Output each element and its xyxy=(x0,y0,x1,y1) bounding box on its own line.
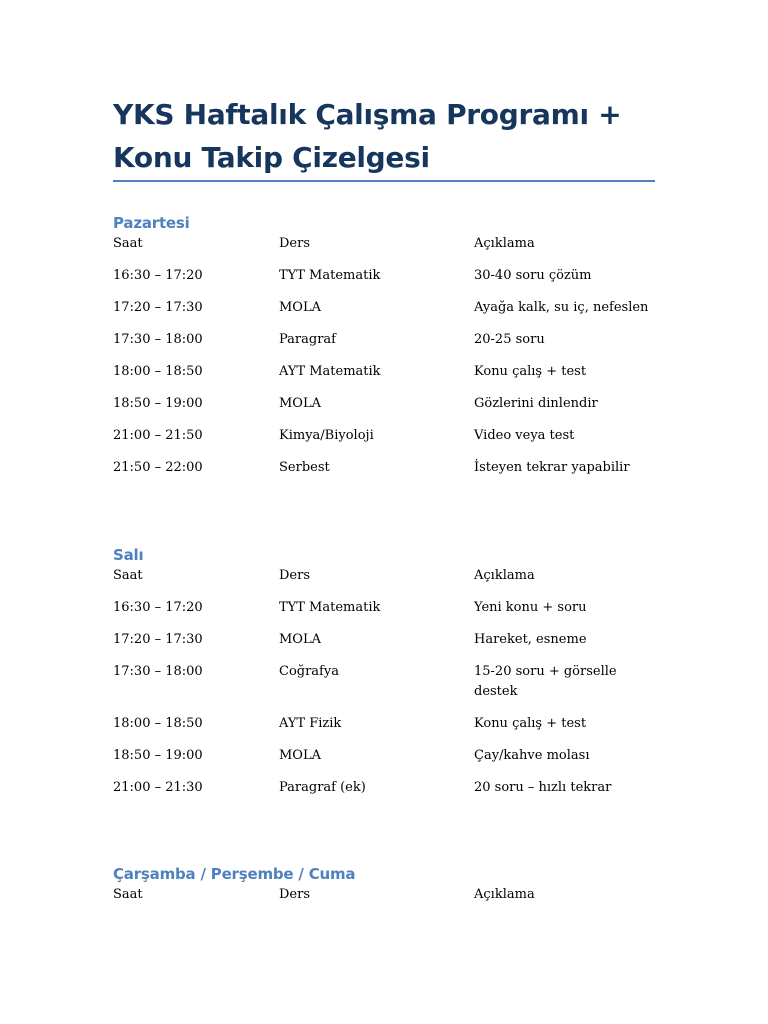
time-cell: 21:00 – 21:30 xyxy=(113,780,203,795)
time-cell: 17:20 – 17:30 xyxy=(113,300,203,315)
time-cell: 16:30 – 17:20 xyxy=(113,268,203,283)
subject-cell: Serbest xyxy=(279,460,330,475)
section-pazartesi xyxy=(113,212,655,490)
description-cell: Konu çalış + test xyxy=(474,364,587,379)
table-header-row xyxy=(113,885,655,917)
table-row xyxy=(113,362,655,394)
section-sali xyxy=(113,544,655,810)
table-header-row xyxy=(113,566,655,598)
table-row xyxy=(113,598,655,630)
table-row xyxy=(113,426,655,458)
time-cell: 18:00 – 18:50 xyxy=(113,364,203,379)
time-cell: 18:50 – 19:00 xyxy=(113,396,203,411)
subject-cell: MOLA xyxy=(279,632,321,647)
description-cell: Konu çalış + test xyxy=(474,716,587,731)
table-row xyxy=(113,778,655,810)
table-row xyxy=(113,630,655,662)
schedule-table xyxy=(113,885,655,917)
document-title: YKS Haftalık Çalışma Programı + Konu Takip Çizelgesi xyxy=(113,98,622,174)
time-cell: 21:00 – 21:50 xyxy=(113,428,203,443)
schedule-table xyxy=(113,234,655,490)
description-cell: 30-40 soru çözüm xyxy=(474,268,592,283)
schedule-table xyxy=(113,566,655,810)
section-heading: Pazartesi xyxy=(113,214,190,232)
section-heading: Çarşamba / Perşembe / Cuma xyxy=(113,865,356,883)
time-cell: 17:30 – 18:00 xyxy=(113,664,203,679)
time-cell: 18:50 – 19:00 xyxy=(113,748,203,763)
time-cell: 17:20 – 17:30 xyxy=(113,632,203,647)
subject-cell: MOLA xyxy=(279,300,321,315)
subject-cell: AYT Fizik xyxy=(279,716,342,731)
table-row xyxy=(113,458,655,490)
section-carsamba-persembe-cuma xyxy=(113,863,655,917)
description-cell: 20 soru – hızlı tekrar xyxy=(474,780,612,795)
column-header-subject: Ders xyxy=(279,568,311,583)
subject-cell: MOLA xyxy=(279,396,321,411)
time-cell: 21:50 – 22:00 xyxy=(113,460,203,475)
column-header-time: Saat xyxy=(113,568,143,583)
subject-cell: AYT Matematik xyxy=(279,364,381,379)
subject-cell: TYT Matematik xyxy=(279,600,381,615)
subject-cell: MOLA xyxy=(279,748,321,763)
description-cell: 15-20 soru + görselle destek xyxy=(474,664,617,699)
subject-cell: Paragraf xyxy=(279,332,336,347)
column-header-subject: Ders xyxy=(279,887,311,902)
table-header-row xyxy=(113,234,655,266)
time-cell: 16:30 – 17:20 xyxy=(113,600,203,615)
description-cell: Yeni konu + soru xyxy=(474,600,587,615)
time-cell: 18:00 – 18:50 xyxy=(113,716,203,731)
table-row xyxy=(113,714,655,746)
column-header-description: Açıklama xyxy=(474,236,535,251)
subject-cell: Coğrafya xyxy=(279,664,339,679)
description-cell: İsteyen tekrar yapabilir xyxy=(474,460,630,475)
column-header-description: Açıklama xyxy=(474,887,535,902)
column-header-subject: Ders xyxy=(279,236,311,251)
description-cell: Ayağa kalk, su iç, nefeslen xyxy=(474,300,649,315)
subject-cell: Kimya/Biyoloji xyxy=(279,428,374,443)
column-header-description: Açıklama xyxy=(474,568,535,583)
title-underline xyxy=(113,180,655,182)
description-cell: Video veya test xyxy=(474,428,575,443)
column-header-time: Saat xyxy=(113,887,143,902)
description-cell: Gözlerini dinlendir xyxy=(474,396,598,411)
time-cell: 17:30 – 18:00 xyxy=(113,332,203,347)
column-header-time: Saat xyxy=(113,236,143,251)
subject-cell: TYT Matematik xyxy=(279,268,381,283)
table-row xyxy=(113,266,655,298)
table-row xyxy=(113,746,655,778)
table-row xyxy=(113,394,655,426)
section-heading: Salı xyxy=(113,546,144,564)
subject-cell: Paragraf (ek) xyxy=(279,780,366,795)
table-row xyxy=(113,662,655,714)
description-cell: Hareket, esneme xyxy=(474,632,587,647)
description-cell: Çay/kahve molası xyxy=(474,748,590,763)
table-row xyxy=(113,298,655,330)
description-cell: 20-25 soru xyxy=(474,332,545,347)
table-row xyxy=(113,330,655,362)
